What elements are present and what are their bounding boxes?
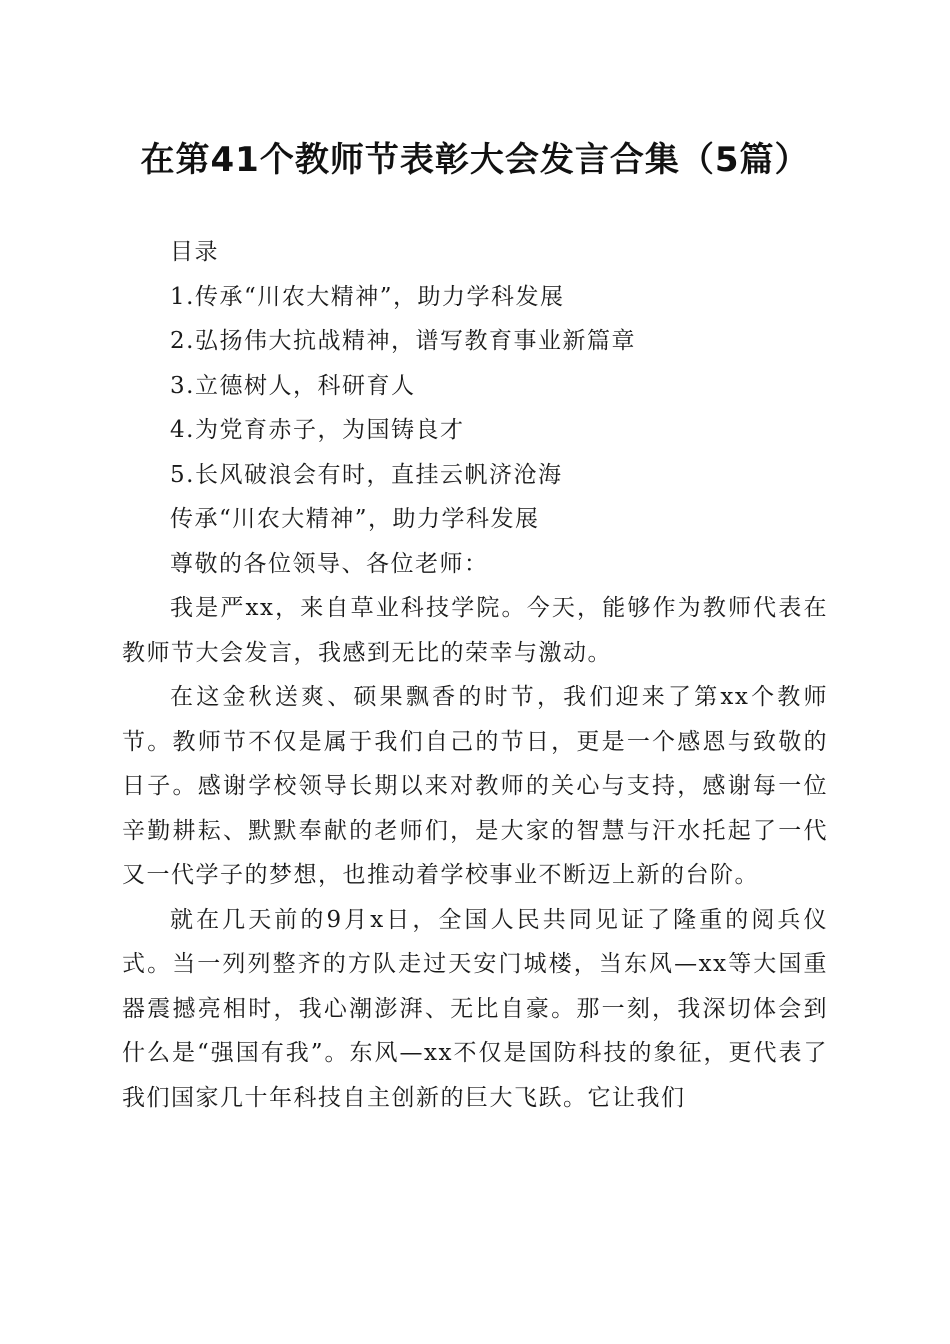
body-paragraph: 我是严xx，来自草业科技学院。今天，能够作为教师代表在教师节大会发言，我感到无比的荣幸与激动。 <box>122 595 828 666</box>
toc-item: 4.为党育赤子，为国铸良才 <box>170 417 465 443</box>
body-paragraph: 在这金秋送爽、硕果飘香的时节，我们迎来了第xx个教师节。教师节不仅是属于我们自己的节日，更是一个感恩与致敬的日子。感谢学校领导长期以来对教师的关心与支持，感谢每一位辛勤耕耘、默默奉献的老师们，是大家的智慧与汗水托起了一代又一代学子的梦想，也推动着学校事业不断迈上新的台阶。 <box>122 684 828 888</box>
toc-item: 2.弘扬伟大抗战精神，谱写教育事业新篇章 <box>170 328 636 354</box>
toc-item: 5.长风破浪会有时，直挂云帆济沧海 <box>170 461 563 488</box>
toc-item: 3.立德树人，科研育人 <box>170 372 416 399</box>
document-title: 在第41个教师节表彰大会发言合集（5篇） <box>140 140 810 180</box>
document-body <box>122 230 828 1120</box>
section-title: 传承“川农大精神”，助力学科发展 <box>170 506 540 532</box>
toc-heading: 目录 <box>170 239 219 265</box>
toc-item: 1.传承“川农大精神”，助力学科发展 <box>170 283 565 310</box>
body-paragraph: 就在几天前的9月x日，全国人民共同见证了隆重的阅兵仪式。当一列列整齐的方队走过天安门城楼，当东风—xx等大国重器震撼亮相时，我心潮澎湃、无比自豪。那一刻，我深切体会到什么是“强国有我”。东风—xx不仅是国防科技的象征，更代表了我们国家几十年科技自主创新的巨大飞跃。它让我们 <box>122 906 828 1111</box>
salutation: 尊敬的各位领导、各位老师： <box>170 550 489 577</box>
